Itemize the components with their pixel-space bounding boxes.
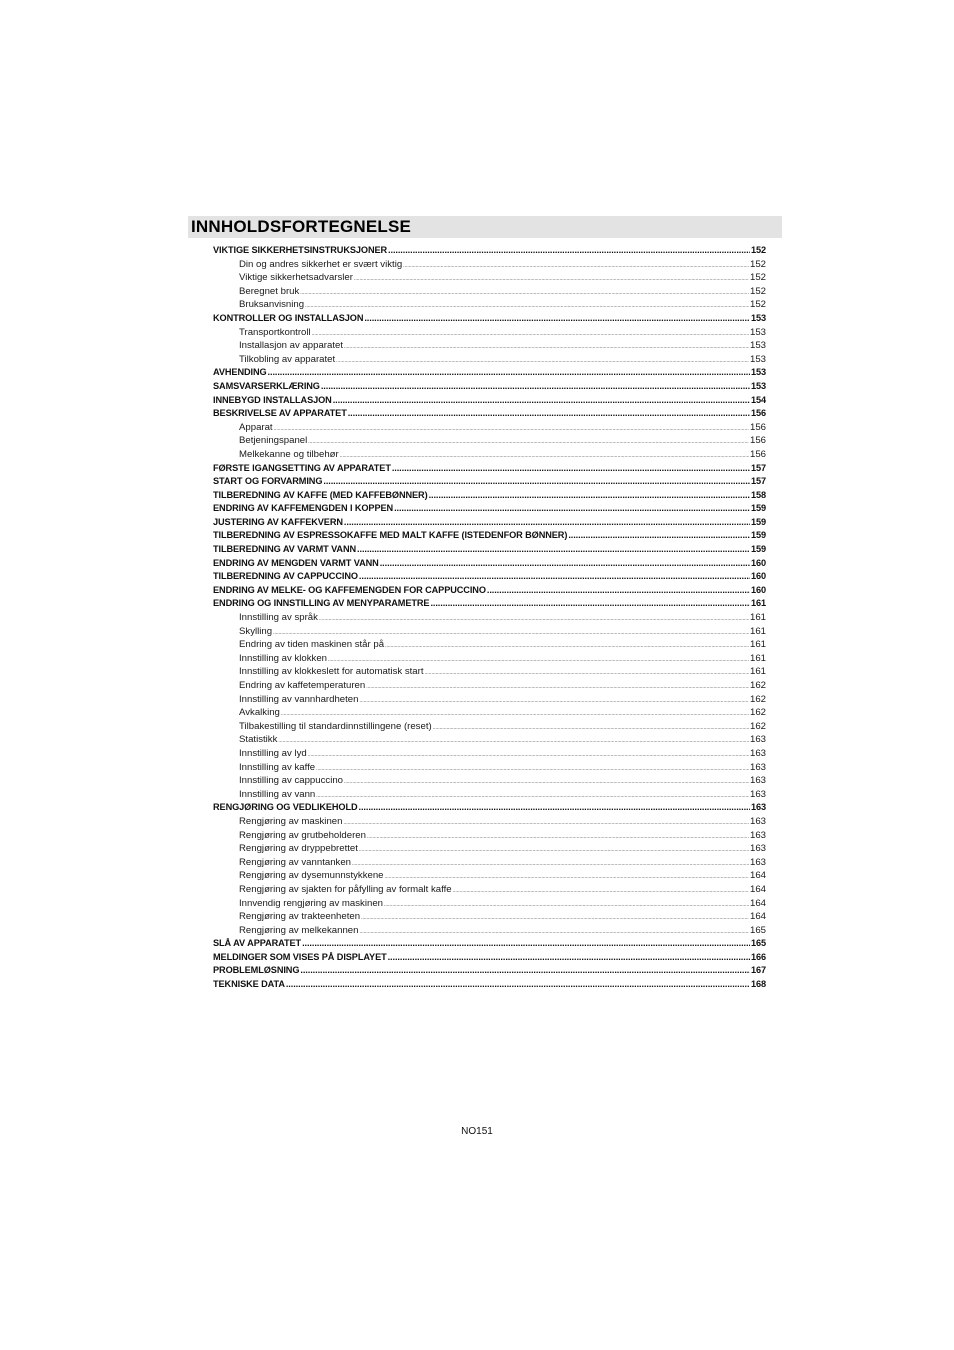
toc-dot-leader	[316, 763, 749, 777]
toc-page-number: 153	[749, 353, 766, 365]
toc-subsection-entry[interactable]	[213, 842, 766, 856]
toc-subsection-entry[interactable]	[213, 285, 766, 299]
toc-title-bar	[188, 216, 782, 238]
toc-page-number: 159	[750, 530, 766, 541]
toc-page-number: 164	[749, 897, 766, 909]
toc-page-number: 162	[749, 693, 766, 705]
toc-entry-title: Rengjøring av melkekannen	[239, 924, 359, 936]
toc-page-number: 160	[750, 571, 766, 582]
toc-entry-title: Tilbakestilling til standardinnstillingene (reset)	[239, 720, 432, 732]
toc-entry-title: FØRSTE IGANGSETTING AV APPARATET	[213, 462, 391, 473]
toc-entry-title: Innstilling av klokkeslett for automatisk start	[239, 666, 424, 678]
toc-section-entry[interactable]	[213, 529, 766, 543]
toc-entry-title: Rengjøring av trakteenheten	[239, 911, 361, 923]
toc-dot-leader	[388, 244, 750, 258]
toc-dot-leader	[348, 407, 750, 421]
toc-subsection-entry[interactable]	[213, 829, 766, 843]
toc-entry-title: Rengjøring av grutbeholderen	[239, 829, 366, 841]
toc-dot-leader	[333, 394, 750, 408]
toc-dot-leader	[388, 951, 750, 965]
toc-section-entry[interactable]	[213, 475, 766, 489]
toc-dot-leader	[487, 584, 750, 598]
toc-page-number: 153	[750, 367, 766, 378]
toc-entry-title: TILBEREDNING AV CAPPUCCINO	[213, 571, 358, 582]
toc-page-number: 163	[749, 815, 766, 827]
toc-subsection-entry[interactable]	[213, 869, 766, 883]
toc-entry-title: Betjeningspanel	[239, 435, 308, 447]
toc-dot-leader	[359, 695, 749, 709]
toc-section-entry[interactable]	[213, 462, 766, 476]
toc-page-number: 160	[750, 584, 766, 595]
toc-dot-leader	[394, 502, 750, 516]
toc-dot-leader	[300, 287, 749, 301]
toc-entry-title: Innstilling av vannhardheten	[239, 693, 359, 705]
toc-page-number: 156	[749, 435, 766, 447]
toc-entry-title: Innstilling av vann	[239, 788, 316, 800]
toc-page-number: 156	[749, 421, 766, 433]
toc-section-entry[interactable]	[213, 557, 766, 571]
toc-subsection-entry[interactable]	[213, 298, 766, 312]
toc-page-number: 162	[749, 707, 766, 719]
toc-entry-title: AVHENDING	[213, 367, 267, 378]
toc-section-entry[interactable]	[213, 502, 766, 516]
toc-section-entry[interactable]	[213, 597, 766, 611]
toc-page-number: 162	[749, 680, 766, 691]
toc-entry-title: BESKRIVELSE AV APPARATET	[213, 408, 347, 419]
toc-dot-leader	[344, 341, 749, 355]
toc-page-number: 163	[749, 829, 766, 841]
toc-subsection-entry[interactable]	[213, 421, 766, 435]
toc-section-entry[interactable]	[213, 543, 766, 557]
toc-dot-leader	[352, 858, 749, 872]
toc-section-entry[interactable]	[213, 978, 766, 992]
toc-page-number: 152	[749, 299, 766, 311]
toc-subsection-entry[interactable]	[213, 815, 766, 829]
toc-page-number: 161	[749, 652, 766, 664]
toc-entry-title: Bruksanvisning	[239, 299, 305, 311]
toc-section-entry[interactable]	[213, 570, 766, 584]
toc-dot-leader	[384, 899, 749, 913]
toc-section-entry[interactable]	[213, 951, 766, 965]
toc-page-number: 161	[750, 598, 766, 609]
toc-subsection-entry[interactable]	[213, 339, 766, 353]
toc-page-number: 158	[750, 489, 766, 500]
toc-page-number: 162	[749, 720, 766, 732]
toc-page-number: 161	[749, 612, 766, 624]
toc-dot-leader	[321, 380, 750, 394]
toc-dot-leader	[312, 328, 749, 342]
toc-page-number: 163	[749, 843, 766, 855]
toc-section-entry[interactable]	[213, 584, 766, 598]
toc-entry-title: Rengjøring av maskinen	[239, 815, 343, 827]
toc-subsection-entry[interactable]	[213, 326, 766, 340]
toc-dot-leader	[359, 570, 750, 584]
toc-dot-leader	[433, 722, 749, 736]
toc-dot-leader	[366, 681, 749, 695]
toc-page-number: 167	[750, 965, 766, 976]
toc-page-number: 152	[749, 285, 766, 297]
toc-subsection-entry[interactable]	[213, 611, 766, 625]
toc-entry-title: Transportkontroll	[239, 326, 311, 338]
toc-dot-leader	[361, 912, 749, 926]
toc-subsection-entry[interactable]	[213, 693, 766, 707]
toc-page-number: 157	[750, 476, 766, 487]
toc-section-entry[interactable]	[213, 312, 766, 326]
toc-page-number: 153	[749, 340, 766, 352]
table-of-contents	[213, 244, 766, 992]
toc-entry-title: Endring av kaffetemperaturen	[239, 680, 366, 691]
toc-page-number: 164	[749, 870, 766, 882]
toc-entry-title: VIKTIGE SIKKERHETSINSTRUKSJONER	[213, 245, 388, 255]
toc-dot-leader	[392, 462, 750, 476]
toc-subsection-entry[interactable]	[213, 774, 766, 788]
toc-page-number: 163	[749, 856, 766, 868]
toc-subsection-entry[interactable]	[213, 625, 766, 639]
toc-dot-leader	[319, 613, 749, 627]
toc-entry-title: Innstilling av cappuccino	[239, 775, 343, 787]
toc-entry-title: Rengjøring av dryppebrettet	[239, 843, 358, 855]
toc-page-number: 165	[750, 938, 766, 949]
toc-page-number: 152	[749, 272, 766, 284]
toc-entry-title: Beregnet bruk	[239, 285, 300, 297]
toc-dot-leader	[344, 776, 749, 790]
toc-dot-leader	[300, 964, 750, 978]
toc-page-number: 156	[749, 448, 766, 460]
toc-dot-leader	[274, 423, 749, 437]
toc-entry-title: Innstilling av klokken	[239, 652, 327, 664]
toc-page-number: 153	[750, 312, 766, 323]
toc-page-number: 161	[749, 666, 766, 678]
toc-page-number: 156	[750, 408, 766, 419]
toc-entry-title: Skylling	[239, 625, 273, 637]
toc-section-entry[interactable]	[213, 394, 766, 408]
toc-entry-title: START OG FORVARMING	[213, 476, 323, 487]
toc-subsection-entry[interactable]	[213, 720, 766, 734]
toc-entry-title: Rengjøring av sjakten for påfylling av formalt kaffe	[239, 883, 452, 895]
toc-section-entry[interactable]	[213, 380, 766, 394]
toc-page-number: 152	[749, 258, 766, 270]
toc-page-number: 165	[749, 924, 766, 936]
toc-dot-leader	[308, 436, 749, 450]
toc-entry-title: Innvendig rengjøring av maskinen	[239, 897, 383, 909]
toc-dot-leader	[568, 529, 750, 543]
toc-dot-leader	[364, 312, 750, 326]
toc-entry-title: TILBEREDNING AV ESPRESSOKAFFE MED MALT KAFFE (ISTEDENFOR BØNNER)	[213, 530, 568, 541]
toc-page-number: 154	[750, 394, 766, 405]
toc-dot-leader	[302, 937, 750, 951]
toc-entry-title: Innstilling av lyd	[239, 747, 307, 759]
toc-subsection-entry[interactable]	[213, 747, 766, 761]
toc-entry-title: JUSTERING AV KAFFEKVERN	[213, 516, 343, 527]
toc-dot-leader	[430, 597, 750, 611]
toc-subsection-entry[interactable]	[213, 788, 766, 802]
toc-subsection-entry[interactable]	[213, 448, 766, 462]
toc-entry-title: Rengjøring av vanntanken	[239, 856, 351, 868]
toc-page-number: 166	[750, 951, 766, 962]
toc-subsection-entry[interactable]	[213, 897, 766, 911]
toc-entry-title: ENDRING AV KAFFEMENGDEN I KOPPEN	[213, 503, 394, 514]
toc-dot-leader	[385, 640, 749, 654]
toc-entry-title: Innstilling av kaffe	[239, 761, 316, 773]
toc-entry-title: Installasjon av apparatet	[239, 340, 343, 352]
toc-entry-title: TILBEREDNING AV VARMT VANN	[213, 544, 357, 555]
toc-entry-title: SLÅ AV APPARATET	[213, 938, 302, 949]
toc-dot-leader	[343, 817, 749, 831]
toc-subsection-entry[interactable]	[213, 706, 766, 720]
toc-section-entry[interactable]	[213, 801, 766, 815]
toc-subsection-entry[interactable]	[213, 679, 766, 693]
toc-entry-title: ENDRING AV MELKE- OG KAFFEMENGDEN FOR CAPPUCCINO	[213, 584, 486, 595]
toc-page-number: 161	[749, 625, 766, 637]
toc-section-entry[interactable]	[213, 489, 766, 503]
toc-entry-title: TEKNISKE DATA	[213, 979, 285, 990]
toc-dot-leader	[278, 735, 749, 749]
toc-page-number: 153	[749, 326, 766, 338]
toc-entry-title: ENDRING OG INNSTILLING AV MENYPARAMETRE	[213, 598, 430, 609]
toc-page-number: 164	[749, 911, 766, 923]
toc-dot-leader	[403, 260, 749, 274]
toc-dot-leader	[357, 543, 750, 557]
toc-page-number: 163	[749, 788, 766, 800]
toc-subsection-entry[interactable]	[213, 434, 766, 448]
toc-page-number: 164	[749, 883, 766, 895]
toc-page-number: 163	[749, 747, 766, 759]
toc-subsection-entry[interactable]	[213, 665, 766, 679]
toc-dot-leader	[359, 844, 749, 858]
toc-section-entry[interactable]	[213, 407, 766, 421]
toc-dot-leader	[367, 831, 749, 845]
toc-dot-leader	[425, 667, 749, 681]
toc-subsection-entry[interactable]	[213, 761, 766, 775]
toc-subsection-entry[interactable]	[213, 258, 766, 272]
toc-entry-title: Statistikk	[239, 734, 278, 746]
toc-subsection-entry[interactable]	[213, 924, 766, 938]
toc-dot-leader	[286, 978, 750, 992]
toc-subsection-entry[interactable]	[213, 733, 766, 747]
toc-dot-leader	[359, 801, 750, 815]
toc-dot-leader	[380, 557, 750, 571]
toc-dot-leader	[308, 749, 749, 763]
toc-page-number: 163	[749, 734, 766, 746]
toc-entry-title: Viktige sikkerhetsadvarsler	[239, 272, 353, 284]
toc-subsection-entry[interactable]	[213, 271, 766, 285]
toc-entry-title: MELDINGER SOM VISES PÅ DISPLAYET	[213, 951, 387, 962]
toc-dot-leader	[453, 885, 749, 899]
toc-entry-title: INNEBYGD INSTALLASJON	[213, 394, 332, 405]
toc-dot-leader	[344, 516, 750, 530]
toc-page-number: 160	[750, 557, 766, 568]
toc-page-number: 157	[750, 462, 766, 473]
toc-page-number: 168	[750, 979, 766, 990]
toc-subsection-entry[interactable]	[213, 652, 766, 666]
page-title: INNHOLDSFORTEGNELSE	[191, 217, 412, 236]
toc-page-number: 152	[750, 245, 766, 255]
toc-entry-title: Din og andres sikkerhet er svært viktig	[239, 258, 403, 270]
toc-entry-title: Rengjøring av dysemunnstykkene	[239, 870, 384, 882]
toc-subsection-entry[interactable]	[213, 883, 766, 897]
toc-dot-leader	[429, 489, 750, 503]
toc-page-number: 159	[750, 544, 766, 555]
toc-page-number: 153	[750, 380, 766, 391]
toc-entry-title: PROBLEMLØSNING	[213, 965, 300, 976]
toc-page-number: 159	[750, 503, 766, 514]
toc-subsection-entry[interactable]	[213, 910, 766, 924]
toc-entry-title: ENDRING AV MENGDEN VARMT VANN	[213, 557, 379, 568]
toc-subsection-entry[interactable]	[213, 638, 766, 652]
toc-entry-title: Melkekanne og tilbehør	[239, 448, 339, 460]
toc-entry-title: Endring av tiden maskinen står på	[239, 639, 385, 651]
toc-section-entry[interactable]	[213, 244, 766, 258]
toc-entry-title: Innstilling av språk	[239, 612, 318, 624]
toc-section-entry[interactable]	[213, 937, 766, 951]
toc-dot-leader	[354, 273, 749, 287]
toc-section-entry[interactable]	[213, 964, 766, 978]
toc-subsection-entry[interactable]	[213, 353, 766, 367]
toc-dot-leader	[268, 366, 750, 380]
toc-dot-leader	[323, 475, 750, 489]
toc-entry-title: Tilkobling av apparatet	[239, 353, 336, 365]
toc-entry-title: SAMSVARSERKLÆRING	[213, 380, 320, 391]
toc-page-number: 163	[750, 802, 766, 813]
toc-section-entry[interactable]	[213, 516, 766, 530]
toc-entry-title: KONTROLLER OG INSTALLASJON	[213, 312, 364, 323]
page-number: NO151	[461, 1126, 493, 1137]
toc-entry-title: Avkalking	[239, 707, 280, 719]
toc-entry-title: Apparat	[239, 421, 273, 433]
toc-page-number: 163	[749, 775, 766, 787]
toc-subsection-entry[interactable]	[213, 856, 766, 870]
toc-entry-title: TILBEREDNING AV KAFFE (MED KAFFEBØNNER)	[213, 489, 428, 500]
toc-page-number: 159	[750, 516, 766, 527]
toc-page-number: 161	[749, 639, 766, 651]
toc-section-entry[interactable]	[213, 366, 766, 380]
toc-page-number: 163	[749, 761, 766, 773]
toc-entry-title: RENGJØRING OG VEDLIKEHOLD	[213, 802, 358, 813]
